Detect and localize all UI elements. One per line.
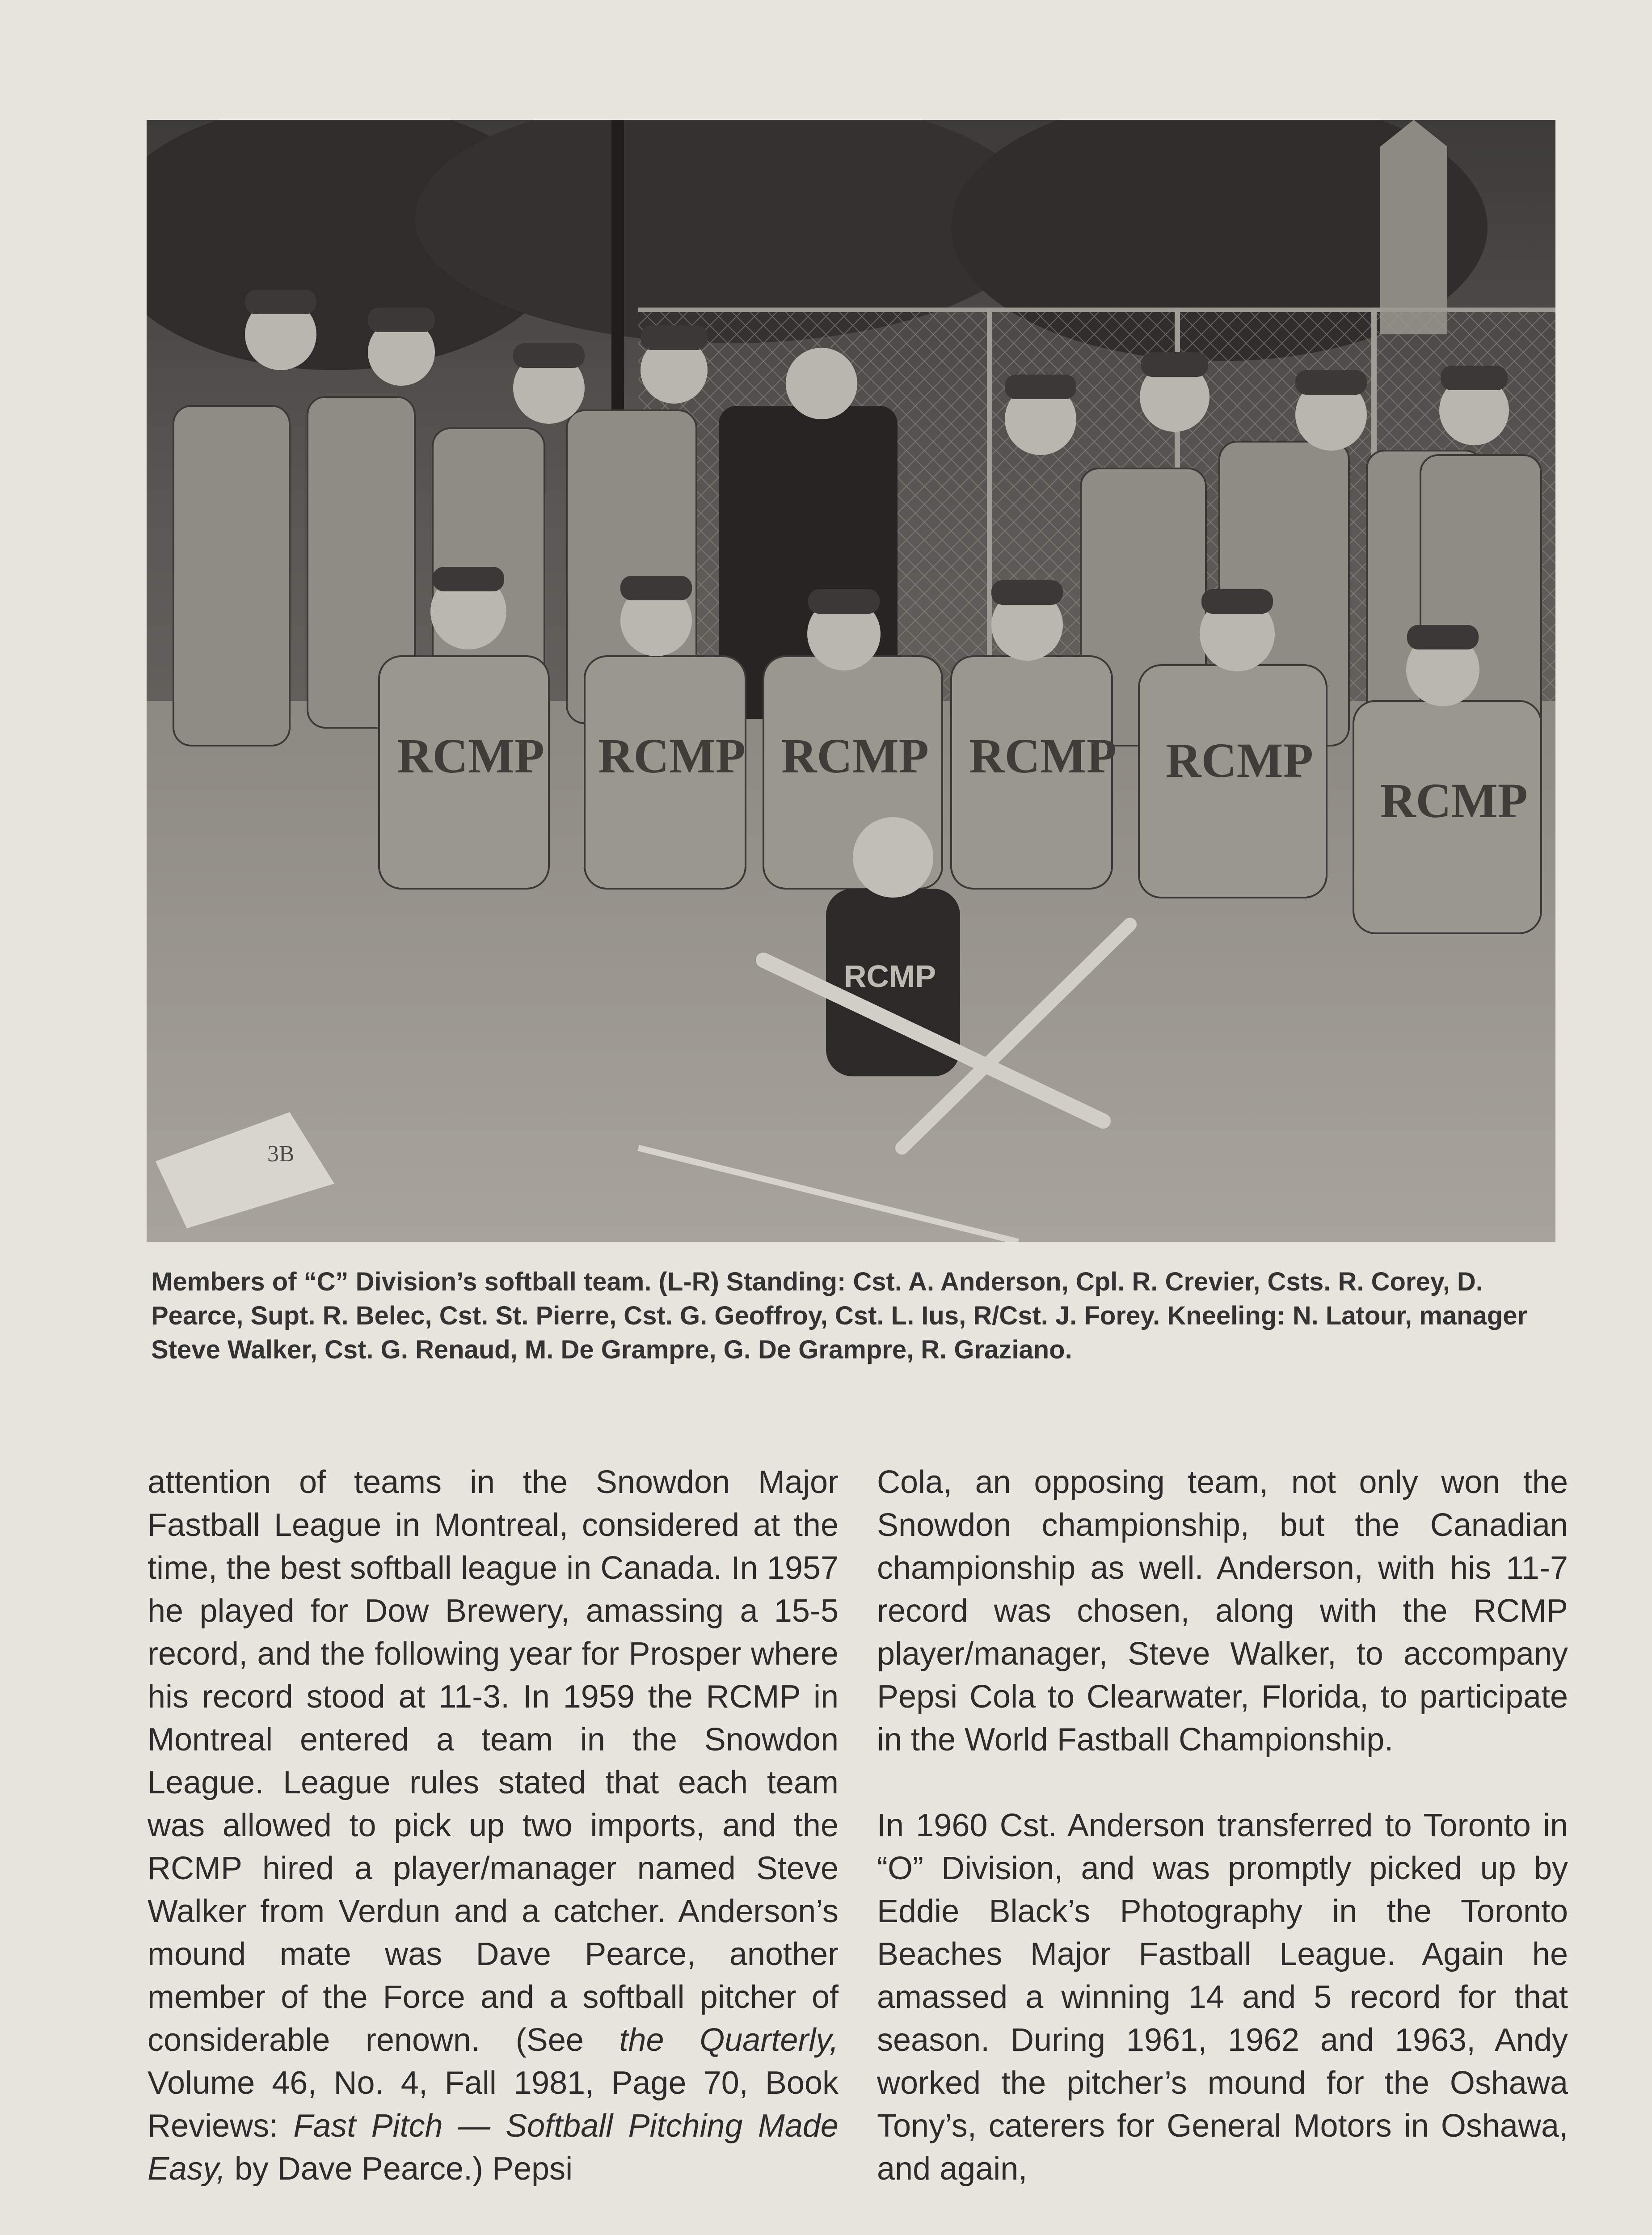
italic-title: the Quarterly, xyxy=(619,2022,839,2058)
boy-jersey-text: RCMP xyxy=(844,959,936,994)
jersey-text: RCMP xyxy=(1380,773,1528,828)
team-photo xyxy=(147,120,1555,1242)
photo-caption: Members of “C” Division’s softball team. (L-R) Standing: Cst. A. Anderson, Cpl. R. Crevier, Csts. R. Corey, D. Pearce, Supt. R. Belec, Cst. St. Pierre, Cst. G. Geoffroy, Cst. L. Ius, R/Cst. J. Forey. Kneeling: N. Latour, manager Steve Walker, Cst. G. Renaud, M. De Grampre, G. De Grampre, R. Graziano. xyxy=(151,1267,1528,1364)
jersey-text: RCMP xyxy=(397,729,544,783)
body-text: Volume 46, No. 4, Fall 1981, Page 70, Book Reviews: xyxy=(148,2065,839,2144)
jersey-text: RCMP xyxy=(1166,733,1313,788)
base-label: 3B xyxy=(267,1141,295,1167)
jersey-text: RCMP xyxy=(969,729,1117,783)
body-text: attention of teams in the Snowdon Major Fastball League in Montreal, considered at the time, the best softball league in Canada. In 1957 he played for Dow Brewery, amassing a 15-5 record, and the following year for Prosper where his record stood at 11-3. In 1959 the RCMP in Montreal entered a team in the Snowdon League. League rules stated that each team was allowed to pick up two imports, and the RCMP hired a player/manager named Steve Walker from Verdun and a catcher. Anderson’s mound mate was Dave Pearce, another member of the Force and a softball pitcher of considerable renown. (See xyxy=(148,1464,839,2058)
jersey-text: RCMP xyxy=(781,729,929,783)
italic-title: Fast Pitch — Softball Pitching Made Easy, xyxy=(148,2108,839,2187)
body-paragraph: In 1960 Cst. Anderson transferred to Toronto in “O” Division, and was promptly picked up by Eddie Black’s Photography in the Toronto Beaches Major Fastball League. Again he amassed a winning 14 and 5 record for that season. During 1961, 1962 and 1963, Andy worked the pitcher’s mound for the Oshawa Tony’s, caterers for General Motors in Oshawa, and again, xyxy=(877,1808,1568,2187)
jersey-text: RCMP xyxy=(598,729,746,783)
right-column xyxy=(877,1461,1568,2190)
body-paragraph xyxy=(148,1461,839,2190)
body-paragraph: Cola, an opposing team, not only won the Snowdon championship, but the Canadian championship as well. Anderson, with his 11-7 record was chosen, along with the RCMP player/manager, Steve Walker, to accompany Pepsi Cola to Clearwater, Florida, to participate in the World Fastball Championship. xyxy=(877,1464,1568,1758)
left-column xyxy=(148,1461,839,2190)
body-text: by Dave Pearce.) Pepsi xyxy=(225,2151,573,2187)
